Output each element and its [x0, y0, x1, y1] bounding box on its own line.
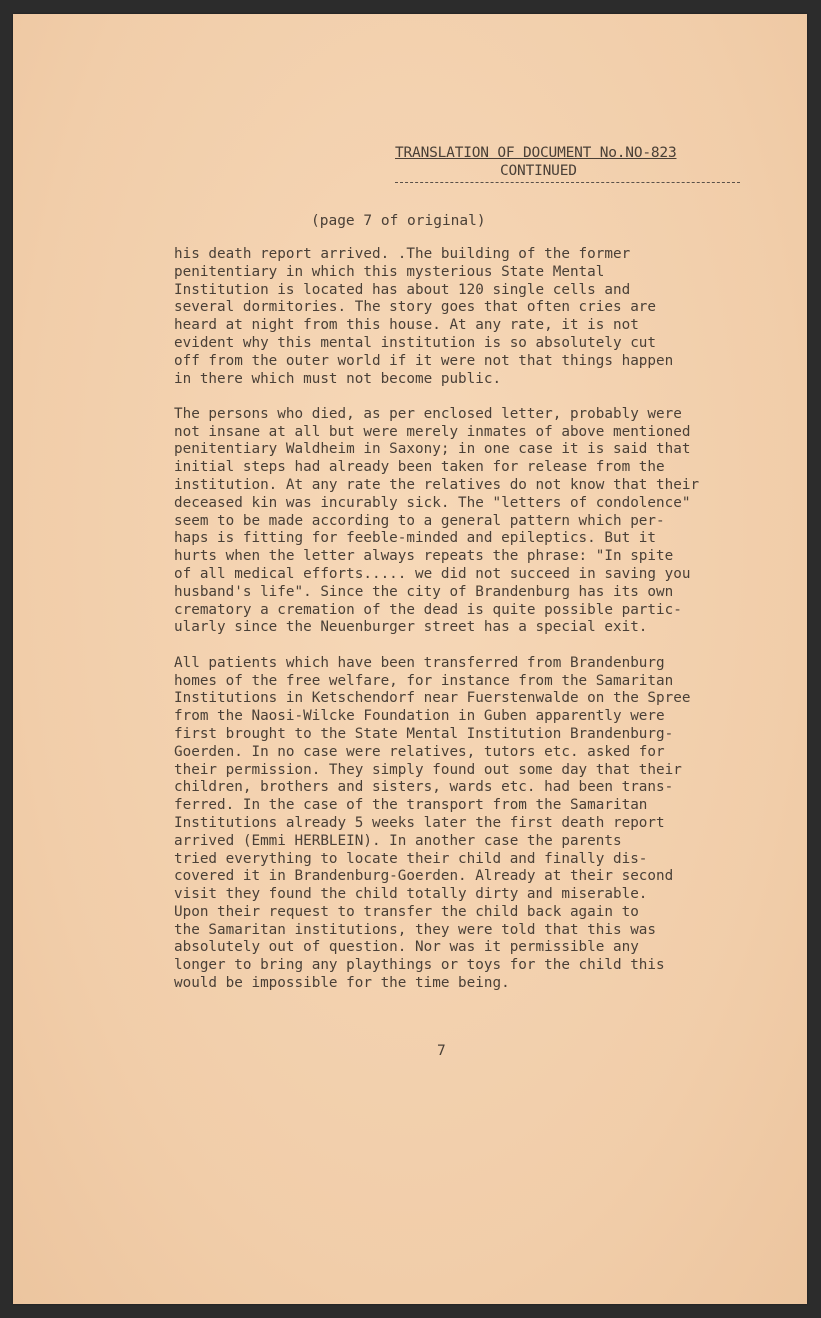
text-line: initial steps had already been taken for release from the	[174, 459, 665, 476]
text-line: not insane at all but were merely inmates of above mentioned	[174, 423, 691, 440]
text-line: ularly since the Neuenburger street has a special exit.	[174, 619, 648, 636]
text-line: hurts when the letter always repeats the phrase: "In spite	[174, 548, 674, 565]
text-line: off from the outer world if it were not that things happen	[174, 352, 674, 369]
document-subtitle: CONTINUED	[500, 163, 577, 179]
text-line: penitentiary Waldheim in Saxony; in one case it is said that	[174, 441, 691, 458]
text-line: absolutely out of question. Nor was it permissible any	[174, 939, 639, 956]
page-reference: (page 7 of original)	[311, 213, 486, 229]
text-line: their permission. They simply found out some day that their	[174, 761, 682, 778]
text-line: from the Naosi-Wilcke Foundation in Guben apparently were	[174, 708, 665, 725]
text-line: visit they found the child totally dirty and miserable.	[174, 886, 648, 903]
text-line: would be impossible for the time being.	[174, 975, 510, 992]
body-text	[174, 246, 799, 1010]
text-line: deceased kin was incurably sick. The "letters of condolence"	[174, 494, 691, 511]
text-line: covered it in Brandenburg-Goerden. Already at their second	[174, 868, 674, 885]
text-line: tried everything to locate their child and finally dis-	[174, 850, 648, 867]
header-divider	[395, 182, 740, 183]
text-line: homes of the free welfare, for instance from the Samaritan	[174, 672, 674, 689]
text-line: the Samaritan institutions, they were told that this was	[174, 921, 657, 938]
text-line: Upon their request to transfer the child back again to	[174, 903, 639, 920]
text-line: haps is fitting for feeble-minded and epileptics. But it	[174, 530, 657, 547]
text-line: Institution is located has about 120 single cells and	[174, 281, 631, 298]
text-line: Institutions in Ketschendorf near Fuerstenwalde on the Spree	[174, 690, 691, 707]
text-line: longer to bring any playthings or toys for the child this	[174, 957, 665, 974]
text-line: penitentiary in which this mysterious State Mental	[174, 263, 605, 280]
text-line: of all medical efforts..... we did not succeed in saving you	[174, 566, 691, 583]
text-line: his death report arrived. .The building of the former	[174, 246, 631, 262]
page-number: 7	[437, 1043, 446, 1059]
paragraph-1	[174, 246, 799, 388]
text-line: several dormitories. The story goes that often cries are	[174, 299, 657, 316]
text-line: children, brothers and sisters, wards etc. had been trans-	[174, 779, 674, 796]
document-page	[13, 14, 807, 1304]
paragraph-3	[174, 655, 799, 993]
text-line: arrived (Emmi HERBLEIN). In another case the parents	[174, 832, 622, 849]
text-line: evident why this mental institution is so absolutely cut	[174, 334, 657, 351]
text-line: heard at night from this house. At any rate, it is not	[174, 317, 639, 334]
text-line: first brought to the State Mental Institution Brandenburg-	[174, 725, 674, 742]
text-line: crematory a cremation of the dead is quite possible partic-	[174, 601, 682, 618]
text-line: The persons who died, as per enclosed letter, probably were	[174, 405, 682, 422]
text-line: All patients which have been transferred from Brandenburg	[174, 654, 665, 671]
text-line: husband's life". Since the city of Brandenburg has its own	[174, 583, 674, 600]
document-title: TRANSLATION OF DOCUMENT No.NO-823	[395, 145, 677, 161]
text-line: seem to be made according to a general pattern which per-	[174, 512, 665, 529]
text-line: institution. At any rate the relatives do not know that their	[174, 477, 700, 494]
text-line: in there which must not become public.	[174, 370, 502, 387]
document-header	[395, 144, 755, 183]
text-line: ferred. In the case of the transport from the Samaritan	[174, 797, 648, 814]
text-line: Goerden. In no case were relatives, tutors etc. asked for	[174, 743, 665, 760]
text-line: Institutions already 5 weeks later the first death report	[174, 814, 665, 831]
paragraph-2	[174, 406, 799, 637]
